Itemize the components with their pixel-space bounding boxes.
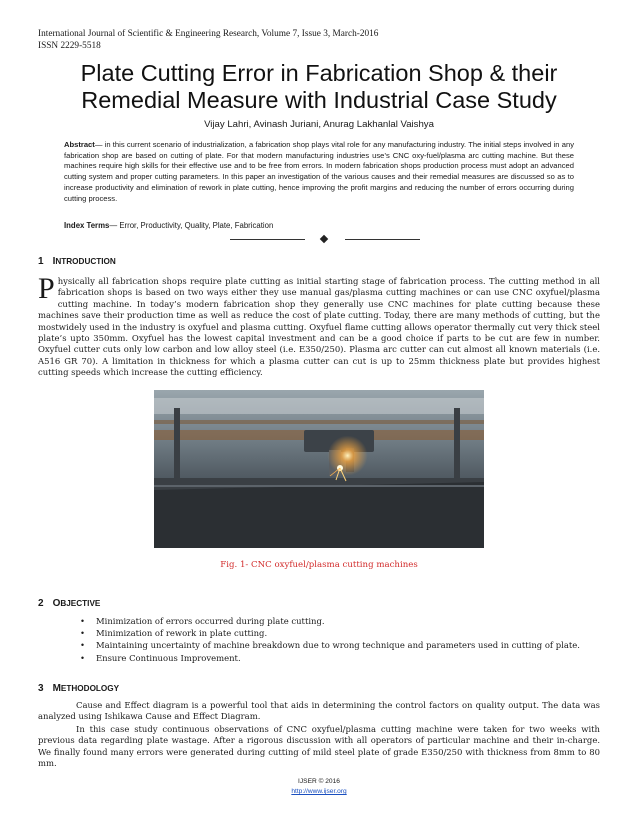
heading-cap: O [52,598,61,609]
footer-copyright: IJSER © 2016 [298,778,340,785]
intro-text: hysically all fabrication shops require plate cutting as initial starting stage of fabrication process. The cutting method in all fabrication shops is based on two ways either they use manual gas/plasma cutting machines or can use CNC oxyfuel/plasma cutting machine. In today’s modern fabrication shop they generally use CNC machines for plate cutting because these machines save their production time as well as reduce the cost of plate cutting. Today, there are many methods of cutting, but the mostwidely used in the industry is oxyfuel and plasma cutting. Oxyfuel flame cutting allows operator thermally cut very thick steel plate’s upto 350mm. Oxyfuel has the lowest capital investment and can be a good choice if parts to be cut are few in number. Oxyfuel cutter cuts only low carbon and low alloy steel (i.e. E350/250). Plasma arc cutter can cut almost all known materials (i.e. A516 GR 70). A limitation in thickness for which a plasma cutter can cut is up to 25mm thickness plate but provides highest cutting speeds which increase the cutting efficiency. [38,276,600,378]
diamond-icon [320,235,328,243]
photo-illustration [154,390,484,548]
list-item: • Minimization of rework in plate cutting. [80,627,600,639]
journal-citation: International Journal of Scientific & Engineering Research, Volume 7, Issue 3, March-2016 [38,29,379,39]
index-terms-text: — Error, Productivity, Quality, Plate, Fabrication [109,221,274,230]
paper-title [20,60,618,114]
drop-cap: P [38,272,55,305]
intro-paragraph [38,272,600,379]
footer-url-wrap [0,787,638,796]
list-item: • Maintaining uncertainty of machine breakdown due to wrong technique and parameters used in cutting of plate. [80,639,600,651]
heading-rest: NTRODUCTION [55,257,116,266]
index-terms-label: Index Terms [64,221,110,230]
heading-rest: ETHODOLOGY [60,684,120,693]
heading-number: 1 [38,256,44,267]
paper-title-line-2: Remedial Measure with Industrial Case Study [81,87,557,113]
methodology-paragraph-1: Cause and Effect diagram is a powerful tool that aids in determining the control factors on quality output. The data was analyzed using Ishikawa Cause and Effect Diagram. [38,700,600,722]
journal-issn: ISSN 2229-5518 [38,41,101,51]
paper-authors: Vijay Lahri, Avinash Juriani, Anurag Lakhanlal Vaishya [204,119,434,130]
methodology-paragraph-2: In this case study continuous observations of CNC oxyfuel/plasma cutting machine were taken for two weeks with previous data regarding plate wastage. After a rigorous discussion with all operators of particular machine and their in-charge. We finally found many errors were generated during cutting of mild steel plate of grade E350/250 with thickness from 8mm to 80 mm. [38,724,600,769]
abstract-label: Abstract [64,140,95,149]
cutting-machine-photo [154,390,484,548]
heading-cap: M [52,683,61,694]
abstract-text: — in this current scenario of industrialization, a fabrication shop plays vital role for any manufacturing industry. The initial steps involved in any fabrication shop are based on cutting of plate. For that modern manufacturing industries use’s CNC oxy-fuel/plasma arc cutting machine. But these machines require high skills for their effective use and to be free from errors. In modern fabrication shops production process must adopt an advanced cutting system and proper cutting parameters. In this paper an investigation of the various causes and their remedial measures are discussed so as to increase productivity and elimination of rework in plate cutting, hence improving the profit margins and reducing the number of errors occurring during cutting process. [64,140,574,203]
figure-caption: Fig. 1- CNC oxyfuel/plasma cutting machines [220,560,418,570]
divider-line-right [345,239,420,240]
footer-url-link[interactable]: http://www.ijser.org [291,788,347,795]
list-item: • Ensure Continuous Improvement. [80,652,600,664]
paper-title-line-1: Plate Cutting Error in Fabrication Shop & their [80,60,558,86]
divider-line-left [230,239,305,240]
heading-introduction [38,256,116,267]
index-terms [64,221,574,230]
heading-methodology [38,683,119,694]
objective-list [80,615,600,664]
journal-header [38,28,378,52]
list-item: • Minimization of errors occurred during plate cutting. [80,615,600,627]
abstract-block [64,140,574,204]
heading-objective [38,598,100,609]
heading-cap: I [52,256,56,267]
heading-rest: BJECTIVE [60,599,101,608]
section-divider [230,235,420,243]
heading-number: 3 [38,683,44,694]
heading-number: 2 [38,598,44,609]
